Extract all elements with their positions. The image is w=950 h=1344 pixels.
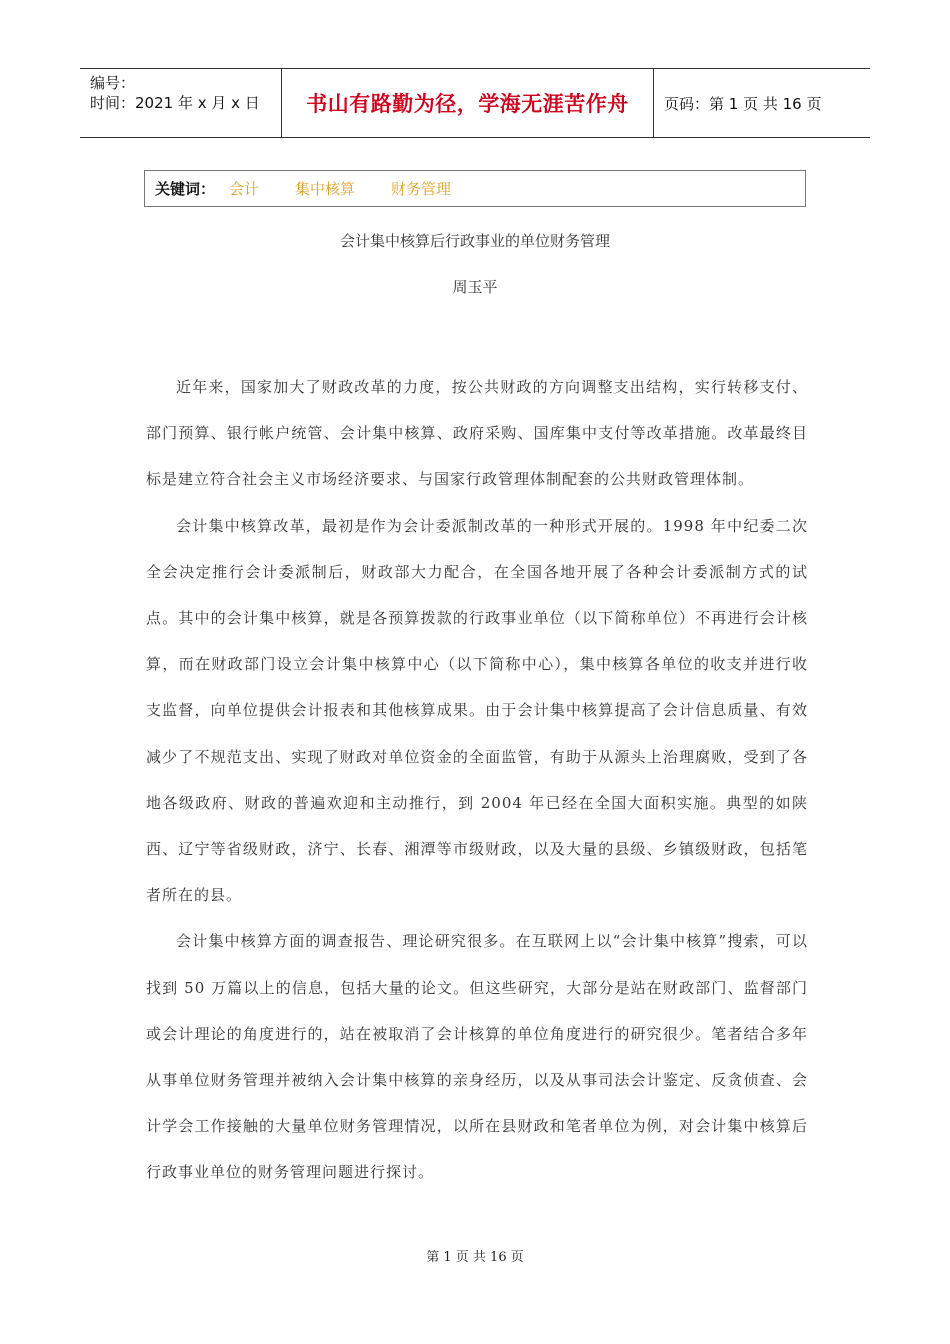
keywords-label: 关键词：: [155, 180, 216, 198]
keywords-box: [144, 170, 806, 207]
article-body: [146, 364, 808, 1196]
body-paragraph: 会计集中核算改革，最初是作为会计委派制改革的一种形式开展的。1998 年中纪委二次全会决定推行会计委派制后，财政部大力配合，在全国各地开展了各种会计委派制方式的试点。其中的会计集中核算，就是各预算拨款的行政事业单位（以下简称单位）不再进行会计核算，而在财政部门设立会计集中核算中心（以下简称中心），集中核算各单位的收支并进行收支监督，向单位提供会计报表和其他核算成果。由于会计集中核算提高了会计信息质量、有效减少了不规范支出、实现了财政对单位资金的全面监管，有助于从源头上治理腐败，受到了各地各级政府、财政的普遍欢迎和主动推行，到 2004 年已经在全国大面积实施。典型的如陕西、辽宁等省级财政，济宁、长春、湘潭等市级财政，以及大量的县级、乡镇级财政，包括笔者所在的县。: [146, 516, 808, 905]
time-label: 时间：2021 年 x 月 x 日: [90, 94, 260, 112]
keyword-item[interactable]: 会计: [229, 180, 260, 198]
keyword-item[interactable]: 集中核算: [295, 180, 356, 198]
header-meta: [80, 69, 282, 137]
header-motto: 书山有路勤为径，学海无涯苦作舟: [282, 69, 654, 137]
header-page-info: 页码：第 1 页 共 16 页: [664, 94, 822, 113]
article-title: 会计集中核算后行政事业的单位财务管理: [339, 232, 610, 250]
body-paragraph: 近年来，国家加大了财政改革的力度，按公共财政的方向调整支出结构，实行转移支付、部门预算、银行帐户统管、会计集中核算、政府采购、国库集中支付等改革措施。改革最终目标是建立符合社会主义市场经济要求、与国家行政管理体制配套的公共财政管理体制。: [146, 378, 808, 489]
page-header: [80, 68, 870, 138]
article-author: 周玉平: [452, 278, 498, 296]
body-paragraph: 会计集中核算方面的调查报告、理论研究很多。在互联网上以“会计集中核算”搜索，可以找到 50 万篇以上的信息，包括大量的论文。但这些研究，大部分是站在财政部门、监督部门或会计理论的角度进行的，站在被取消了会计核算的单位角度进行的研究很少。笔者结合多年从事单位财务管理并被纳入会计集中核算的亲身经历，以及从事司法会计鉴定、反贪侦查、会计学会工作接触的大量单位财务管理情况，以所在县财政和笔者单位为例，对会计集中核算后行政事业单位的财务管理问题进行探讨。: [146, 932, 808, 1182]
page-footer: 第 1 页 共 16 页: [426, 1250, 524, 1265]
number-label: 编号：: [90, 74, 136, 92]
keyword-item[interactable]: 财务管理: [391, 180, 452, 198]
